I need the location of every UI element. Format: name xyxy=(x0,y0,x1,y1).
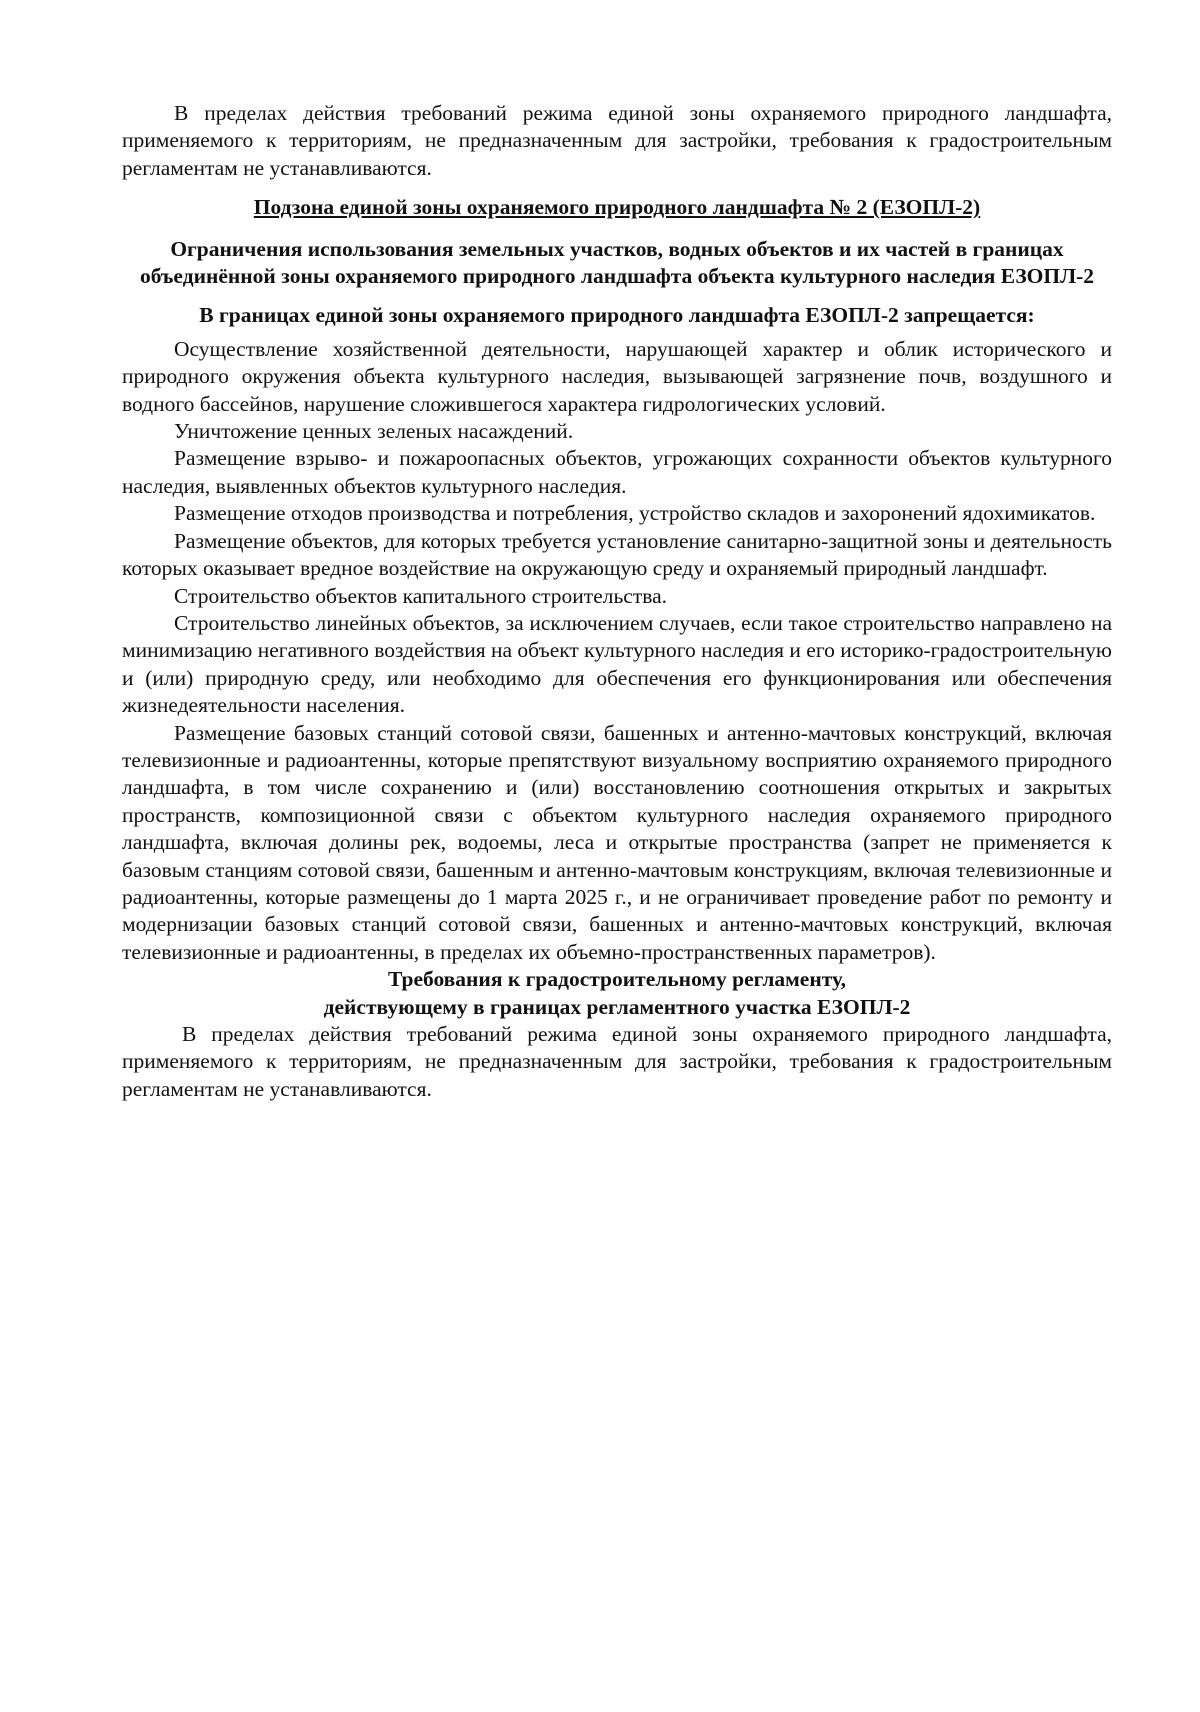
prohibited-item: Размещение объектов, для которых требуется установление санитарно-защитной зоны и деятельность которых оказывает вредное воздействие на окружающую среду и охраняемый природный ландшафт. xyxy=(122,528,1112,581)
requirements-title-line2: действующему в границах регламентного участка ЕЗОПЛ-2 xyxy=(323,994,911,1019)
requirements-title-line1: Требования к градостроительному регламенту, xyxy=(387,967,846,992)
prohibited-item: Размещение отходов производства и потребления, устройство складов и захоронений ядохимикатов. xyxy=(174,501,1096,526)
prohibited-item: Размещение взрыво- и пожароопасных объектов, угрожающих сохранности объектов культурного наследия, выявленных объектов культурного наследия. xyxy=(122,446,1112,498)
restrictions-title: Ограничения использования земельных участков, водных объектов и их частей в границах объединённой зоны охраняемого природного ландшафта объекта культурного наследия ЕЗОПЛ-2 xyxy=(139,236,1095,289)
intro-paragraph: В пределах действия требований режима единой зоны охраняемого природного ландшафта, применяемого к территориям, не предназначенным для застройки, требования к градостроительным регламентам не устанавливаются. xyxy=(122,101,1112,180)
prohibited-item: Строительство объектов капитального строительства. xyxy=(174,583,668,608)
prohibited-list xyxy=(122,336,1112,966)
prohibited-title: В границах единой зоны охраняемого природного ландшафта ЕЗОПЛ-2 запрещается: xyxy=(199,303,1035,328)
prohibited-item: Осуществление хозяйственной деятельности, нарушающей характер и облик исторического и природного окружения объекта культурного наследия, вызывающей загрязнение почв, воздушного и водного бассейнов, нарушение сложившегося характера гидрологических условий. xyxy=(122,336,1112,416)
prohibited-item: Строительство линейных объектов, за исключением случаев, если такое строительство направлено на минимизацию негативного воздействия на объект культурного наследия и его историко-градостроительную и (или) природную среду, или необходимо для обеспечения его функционирования или обеспечения жизнедеятельности населения. xyxy=(122,610,1112,718)
prohibited-item: Уничтожение ценных зеленых насаждений. xyxy=(174,419,574,444)
document-page xyxy=(122,100,1112,1103)
subzone-title: Подзона единой зоны охраняемого природного ландшафта № 2 (ЕЗОПЛ-2) xyxy=(253,195,981,220)
prohibited-item: Размещение базовых станций сотовой связи, башенных и антенно-мачтовых конструкций, включая телевизионные и радиоантенны, которые препятствуют визуальному восприятию охраняемого природного ландшафта, в том числе сохранению и (или) восстановлению соотношения открытых и закрытых пространств, композиционной связи с объектом культурного наследия охраняемого природного ландшафта, включая долины рек, водоемы, леса и открытые пространства (запрет не применяется к базовым станциям сотовой связи, башенным и антенно-мачтовым конструкциям, включая телевизионные и радиоантенны, которые размещены до 1 марта 2025 г., и не ограничивает проведение работ по ремонту и модернизации базовых станций сотовой связи, башенных и антенно-мачтовых конструкций, включая телевизионные и радиоантенны, в пределах их объемно-пространственных параметров). xyxy=(122,720,1112,964)
final-paragraph: В пределах действия требований режима единой зоны охраняемого природного ландшафта, применяемого к территориям, не предназначенным для застройки, требования к градостроительным регламентам не устанавливаются. xyxy=(122,1022,1112,1101)
